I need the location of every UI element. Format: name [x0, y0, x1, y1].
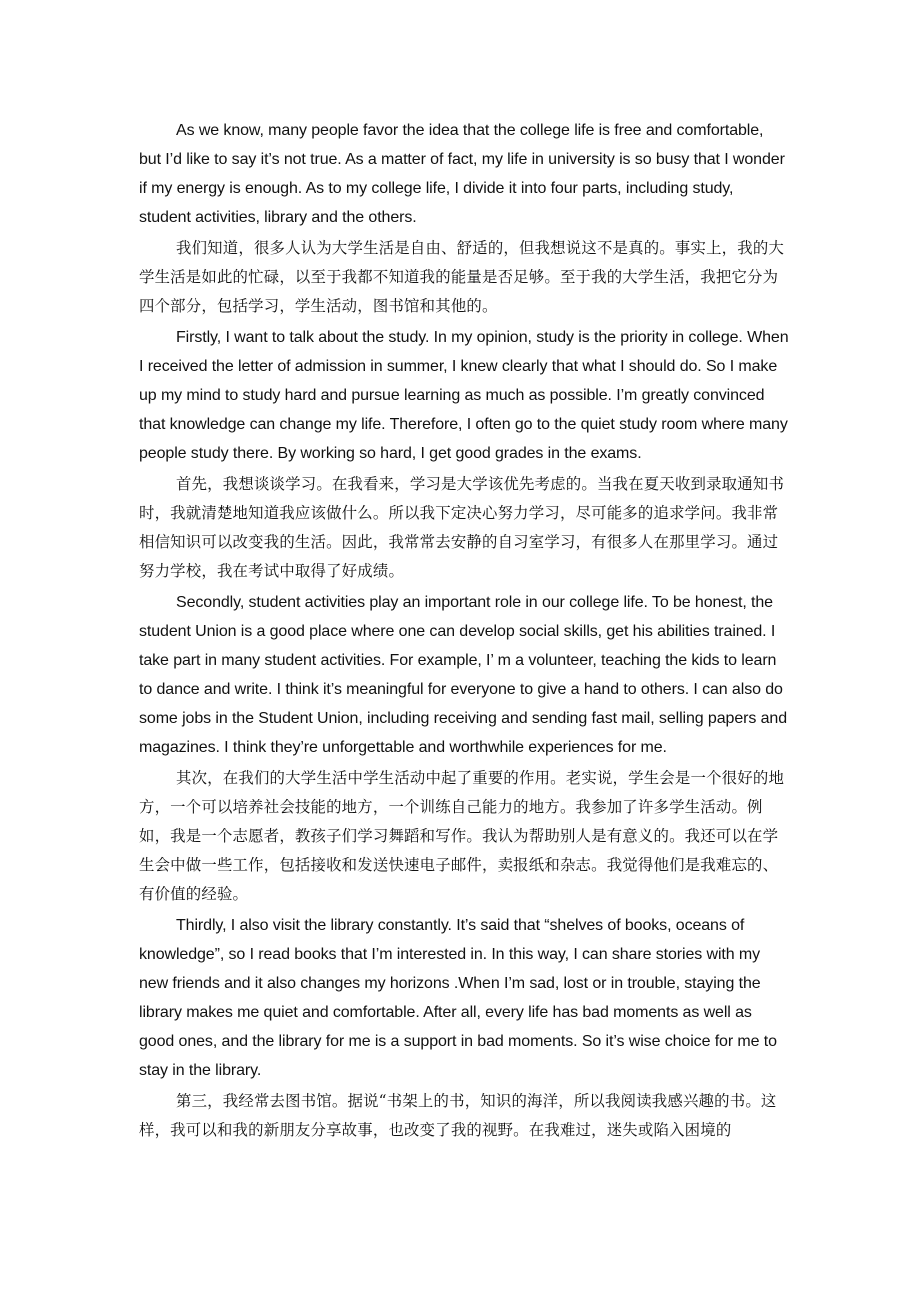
paragraph-intro-zh: 我们知道，很多人认为大学生活是自由、舒适的，但我想说这不是真的。事实上，我的大学生活是如此的忙碌，以至于我都不知道我的能量是否足够。至于我的大学生活，我把它分为四个部分，包括学习，学生活动，图书馆和其他的。	[139, 239, 785, 315]
paragraph-library-en: Thirdly, I also visit the library constantly. It’s said that “shelves of books, oceans of knowledge”, so I read books that I’m interested in. In this way, I can share stories with my new friends and it also changes my horizons .When I’m sad, lost or in trouble, staying the library makes me quiet and comfortable. After all, every life has bad moments as well as good ones, and the library for me is a support in bad moments. So it’s wise choice for me to stay in the library.	[139, 917, 777, 1079]
paragraph-library-zh: 第三，我经常去图书馆。据说“书架上的书，知识的海洋，所以我阅读我感兴趣的书。这样，我可以和我的新朋友分享故事，也改变了我的视野。在我难过，迷失或陷入困境的	[139, 1092, 777, 1139]
paragraph-activities-en: Secondly, student activities play an important role in our college life. To be honest, the student Union is a good place where one can develop social skills, get his abilities trained. I take part in many student activities. For example, I’ m a volunteer, teaching the kids to learn to dance and write. I think it’s meaningful for everyone to give a hand to others. I can also do some jobs in the Student Union, including receiving and sending fast mail, selling papers and magazines. I think they’re unforgettable and worthwhile experiences for me.	[139, 594, 787, 756]
paragraph-study-zh: 首先，我想谈谈学习。在我看来，学习是大学该优先考虑的。当我在夏天收到录取通知书时，我就清楚地知道我应该做什么。所以我下定决心努力学习，尽可能多的追求学问。我非常相信知识可以改变我的生活。因此，我常常去安静的自习室学习，有很多人在那里学习。通过努力学校，我在考试中取得了好成绩。	[139, 475, 785, 580]
paragraph-activities-zh: 其次，在我们的大学生活中学生活动中起了重要的作用。老实说，学生会是一个很好的地方，一个可以培养社会技能的地方，一个训练自己能力的地方。我参加了许多学生活动。例如，我是一个志愿者，教孩子们学习舞蹈和写作。我认为帮助别人是有意义的。我还可以在学生会中做一些工作，包括接收和发送快速电子邮件，卖报纸和杂志。我觉得他们是我难忘的、有价值的经验。	[139, 769, 785, 903]
paragraph-intro-en: As we know, many people favor the idea that the college life is free and comfortable, but I’d like to say it’s not true. As a matter of fact, my life in university is so busy that I wonder if my energy is enough. As to my college life, I divide it into four parts, including study, student activities, library and the others.	[139, 122, 785, 226]
paragraph-study-en: Firstly, I want to talk about the study. In my opinion, study is the priority in college. When I received the letter of admission in summer, I knew clearly that what I should do. So I make up my mind to study hard and pursue learning as much as possible. I’m greatly convinced that knowledge can change my life. Therefore, I often go to the quiet study room where many people study there. By working so hard, I get good grades in the exams.	[139, 329, 789, 462]
document-page	[139, 116, 789, 1147]
